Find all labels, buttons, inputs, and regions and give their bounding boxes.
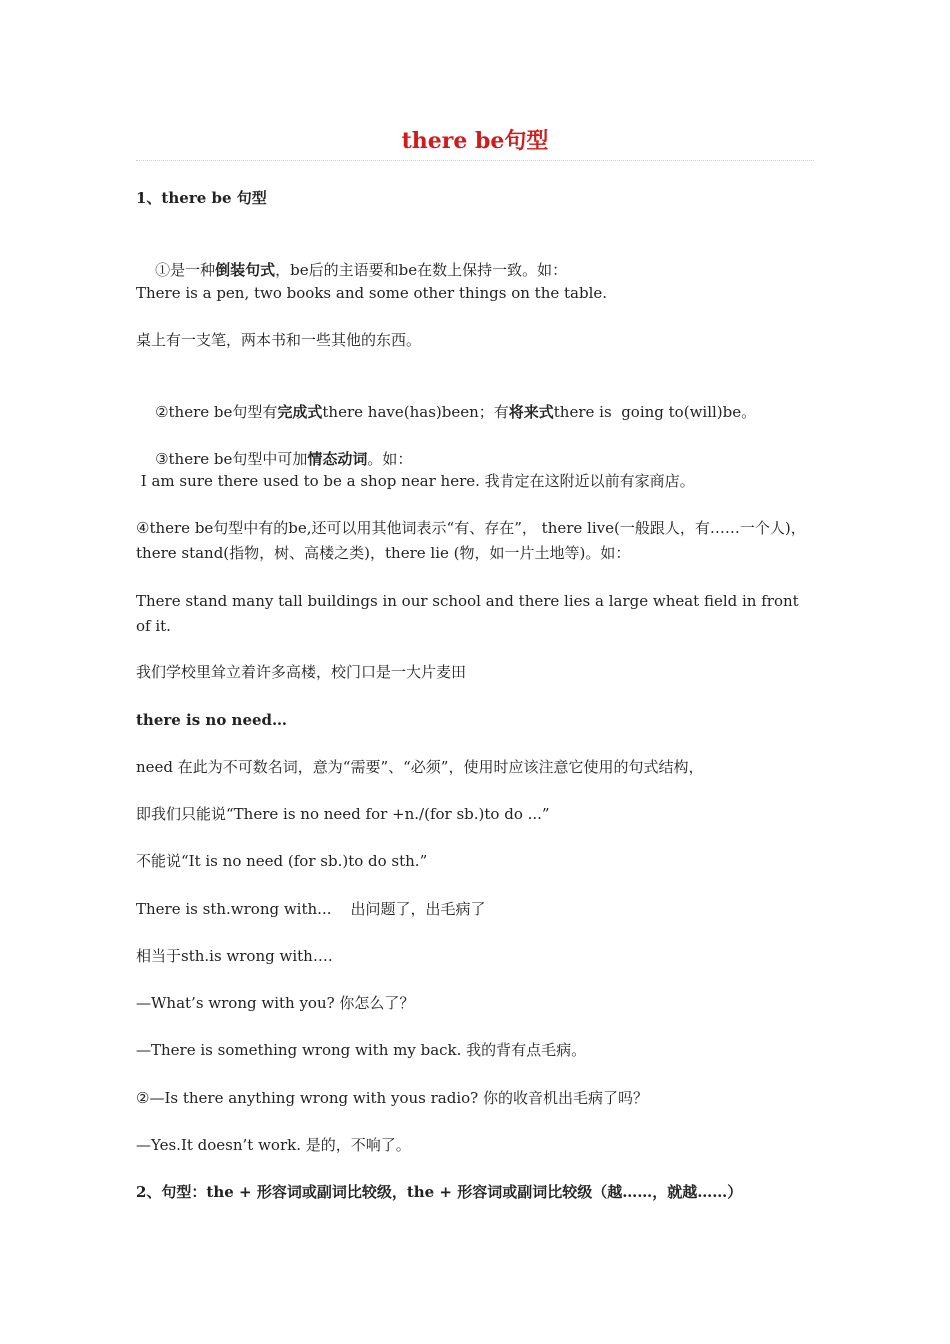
text-run: ①是一种 (155, 261, 216, 279)
bold-term: 情态动词 (307, 450, 368, 468)
paragraph: 不能说“It is no need (for sb.)to do sth.” (136, 852, 428, 870)
paragraph: 相当于sth.is wrong with…. (136, 947, 333, 965)
paragraph: 即我们只能说“There is no need for +n./(for sb.)to do ...” (136, 805, 550, 823)
example-sentence: There stand many tall buildings in our school and there lies a large wheat field in front of it. (136, 592, 799, 635)
example-translation: 桌上有一支笔，两本书和一些其他的东西。 (136, 331, 422, 349)
text-run: there have(has)been；有 (322, 403, 509, 421)
section-heading-no-need: there is no need… (136, 711, 288, 729)
text-run: there is going to(will)be。 (553, 403, 757, 421)
bold-term: 倒装句式 (215, 261, 276, 279)
dialogue-line: —There is something wrong with my back. 我的背有点毛病。 (136, 1041, 587, 1059)
text-run: ③there be句型中可加 (155, 450, 308, 468)
bold-term: 完成式 (277, 403, 323, 421)
text-run: 。如： (367, 450, 413, 468)
dialogue-line: —Yes.It doesn’t work. 是的，不响了。 (136, 1136, 411, 1154)
section-heading-1: 1、there be 句型 (136, 189, 267, 207)
example-sentence: I am sure there used to be a shop near here. 我肯定在这附近以前有家商店。 (136, 472, 695, 490)
section-heading-2: 2、句型：the + 形容词或副词比较级，the + 形容词或副词比较级（越……，就越……） (136, 1183, 743, 1201)
paragraph: There is sth.wrong with... 出问题了，出毛病了 (136, 900, 486, 918)
dialogue-line: —What’s wrong with you? 你怎么了？ (136, 994, 415, 1012)
page-title: there be句型 (401, 128, 549, 154)
text-run: ②there be句型有 (155, 403, 278, 421)
paragraph-other-verbs: ④there be句型中有的be,还可以用其他词表示“有、存在”， there live(一般跟人，有……一个人)，there stand(指物，树、高楼之类)，there lie (物，如一片土地等)。如： (136, 519, 806, 562)
bold-term: 将来式 (508, 403, 554, 421)
example-translation: 我们学校里耸立着许多高楼，校门口是一大片麦田 (136, 663, 467, 681)
text-run: ，be后的主语要和be在数上保持一致。如： (275, 261, 568, 279)
dialogue-line: ②—Is there anything wrong with yous radio? 你的收音机出毛病了吗？ (136, 1089, 648, 1107)
example-sentence: There is a pen, two books and some other things on the table. (136, 284, 608, 302)
title-divider (136, 160, 814, 161)
paragraph: need 在此为不可数名词，意为“需要”、“必须”，使用时应该注意它使用的句式结构， (136, 758, 704, 776)
